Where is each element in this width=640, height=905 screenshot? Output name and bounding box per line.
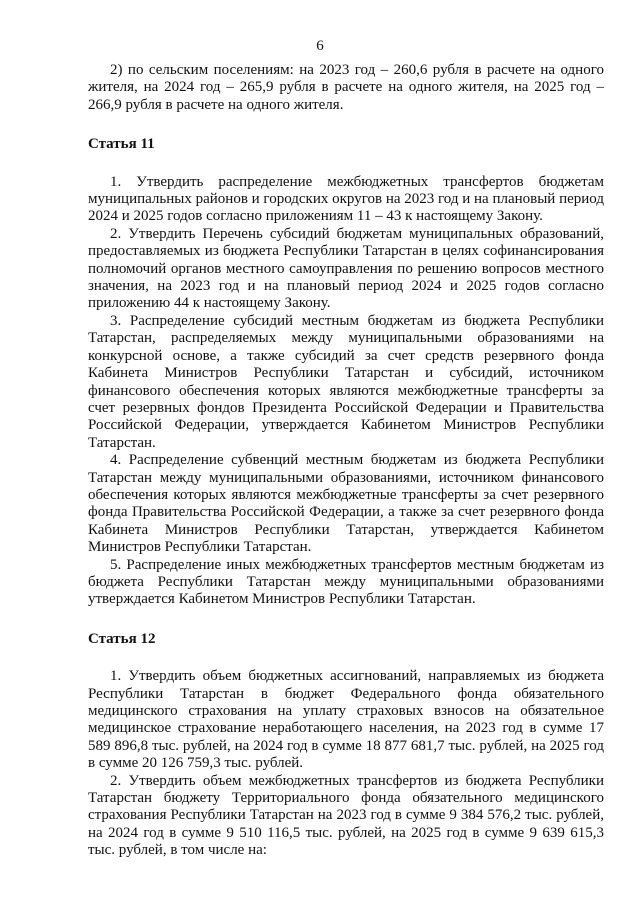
spacer <box>88 648 604 668</box>
article-12-paragraph-1: 1. Утвердить объем бюджетных ассигнований, направляемых из бюджета Республики Татарстан в бюджет Федерального фонда обязательного медицинского страхования на уплату страховых взносов на обязательное медицинское страхование неработающего населения, на 2023 год в сумме 17 589 896,8 тыс. рублей, на 2024 год в сумме 18 877 681,7 тыс. рублей, на 2025 год в сумме 20 126 759,3 тыс. рублей. <box>88 668 604 772</box>
article-12-heading: Статья 12 <box>88 630 156 647</box>
article-11-paragraph-3: 3. Распределение субсидий местным бюджетам из бюджета Республики Татарстан, распределяемых между муниципальными образованиями на конкурсной основе, а также субсидий за счет средств резервного фонда Кабинета Министров Республики Татарстан и субсидий, источником финансового обеспечения которых являются межбюджетные трансферты за счет резервных фондов Президента Российской Федерации и Правительства Российской Федерации, утверждается Кабинетом Министров Республики Татарстан. <box>88 312 604 451</box>
intro-paragraph: 2) по сельским поселениям: на 2023 год – 260,6 рубля в расчете на одного жителя, на 2024 год – 265,9 рубля в расчете на одного жителя, на 2025 год – 266,9 рубля в расчете на одного жителя. <box>88 62 604 113</box>
spacer <box>88 114 604 136</box>
article-11-paragraph-2: 2. Утвердить Перечень субсидий бюджетам муниципальных образований, предоставляемых из бюджета Республики Татарстан в целях софинансирования полномочий органов местного самоуправления по решению вопросов местного значения, на 2023 год и на плановый период 2024 и 2025 годов согласно приложению 44 к настоящему Закону. <box>88 225 604 312</box>
document-body <box>88 62 604 860</box>
article-11-heading: Статья 11 <box>88 136 155 153</box>
article-12-paragraph-2: 2. Утвердить объем межбюджетных трансфертов из бюджета Республики Татарстан бюджету Территориального фонда обязательного медицинского страхования Республики Татарстан на 2023 год в сумме 9 384 576,2 тыс. рублей, на 2024 год в сумме 9 510 116,5 тыс. рублей, на 2025 год в сумме 9 639 615,3 тыс. рублей, в том числе на: <box>88 772 604 859</box>
spacer <box>88 609 604 631</box>
page-number: 6 <box>316 38 324 54</box>
article-11-paragraph-5: 5. Распределение иных межбюджетных трансфертов местным бюджетам из бюджета Республики Татарстан между муниципальными образованиями утверждается Кабинетом Министров Республики Татарстан. <box>88 556 604 608</box>
spacer <box>88 154 604 174</box>
article-11-paragraph-4: 4. Распределение субвенций местным бюджетам из бюджета Республики Татарстан между муниципальными образованиями, источником финансового обеспечения которых являются межбюджетные трансферты за счет резервного фонда Правительства Российской Федерации, а также за счет резервного фонда Кабинета Министров Республики Татарстан, утверждается Кабинетом Министров Республики Татарстан. <box>88 452 604 556</box>
article-11-paragraph-1: 1. Утвердить распределение межбюджетных трансфертов бюджетам муниципальных районов и городских округов на 2023 год и на плановый период 2024 и 2025 годов согласно приложениям 11 – 43 к настоящему Закону. <box>88 173 604 225</box>
